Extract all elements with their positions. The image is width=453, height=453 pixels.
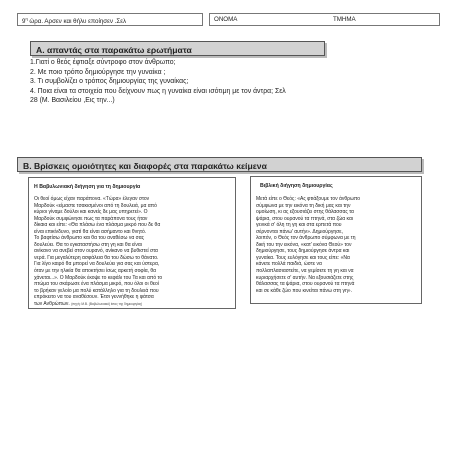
text-line: Για λίγο καιρό θα μπορεί να δουλεύει για σας και ύστερα, [34,261,160,268]
biblical-text-box [250,176,422,304]
question-item: 1.Γιατί ο θεός έφτιαξε σύντροφο στον άνθρωπο; [30,59,176,66]
text-line: επρόκειτο να του αναθέσουν. Έτσι γεννήθηκε η φάτσα [34,294,154,301]
text-line: είναι επικίνδυνο, γιατί θα είναι ασήμαντο και θνητό. [34,228,147,235]
question-item: 28 (Μ. Βασιλείου ,Εις την...) [30,97,115,105]
text-line: δική του την εικόνα, «κατ' εικόνα Θεού» τον [256,241,352,248]
text-line: το βρήκαν γελοίο μα πολύ κατάλληλο για τη δουλειά που [34,287,159,294]
biblical-text [256,196,416,294]
section-b-title: Β. Βρίσκεις ομοιότητες και διαφορές στα παρακάτω κείμενα [17,157,422,172]
text-line: δημιούργησε, τους δημιούργησε άντρα και [256,248,350,255]
text-line: γυναίκα. Τους ευλόγησε και τους είπε: «Να [256,254,350,261]
grade-number: 9 [22,18,26,26]
babylonian-text [34,196,230,307]
class-label: ΤΜΗΜΑ [333,16,356,23]
grade-header-box [17,13,203,26]
text-line: Το βαφτίσω άνθρωπο και θα του αναθέσω να σας [34,235,145,242]
question-item: 2. Με ποιο τρόπο δημιούργησε την γυναίκα ; [30,68,166,76]
grade-superscript: η [25,16,28,21]
text-line: Οι θεοί όμως είχαν παράπονα. «Τώρα» έλεγαν στον [34,196,150,202]
text-line: σύμφωνα με την εικόνα τη δική μας και την [256,202,351,209]
text-line: όταν με την ηλικία θα αποκτήσει ίσως αρκετή σοφία, θα [34,268,157,275]
babylonian-heading: Η Βαβυλωνιακή διήγηση για τη δημιουργία [34,184,141,190]
text-line: σέρνονται πάνω' αυτήν». Δημιούργησε, [256,228,343,235]
text-line: γενικά σ' όλη τη γη και στα ερπετά που [256,222,342,229]
text-line-end: των Ανθρώπων. [34,300,70,307]
question-list [30,58,440,106]
text-line: πτώμα του σκάρωσε ένα πλάσμα μικρό, που όλοι οι θεοί [34,281,159,288]
text-line: χάνεται...». Ο Μαρδούκ έκοψε το κεφάλι του Τα και από το [34,274,163,281]
text-line: νερά. Για μεγαλύτερη ασφάλεια θα του δώσω το θάνατο. [34,254,159,261]
question-item: 4. Ποια είναι τα στοιχεία που δείχνουν πως η γυναίκα είναι ισότιμη με τον άντρα; Σελ [30,87,286,95]
text-line: Μετά είπε ο Θεός: «Ας φτιάξουμε τον άνθρωπο [256,196,361,202]
text-line: λοιπόν, ο Θεός τον άνθρωπο σύμφωνα με τη [256,235,356,242]
text-line: κάνετε πολλά παιδιά, ώστε να [256,261,322,268]
text-line: θάλασσας τα ψάρια, στου ουρανού τα πτηνά [256,281,355,288]
name-label: ΟΝΟΜΑ [214,16,238,23]
question-item: 3. Τι συμβολίζει ο τρόπος δημιουργίας της γυναίκας; [30,78,189,86]
source-note: (πηγή: Μ.Β. (Βαβυλωνιακό) έπος της δημιουργίας) [71,301,143,306]
text-line: ομοίωση, κι ας εξουσιάζει στης θάλασσας τα [256,209,354,216]
text-line: Μαρδούκ «είμαστε τσακισμένοι από τη δουλειά, μα από [34,202,157,209]
text-line: δουλεύει. Θα το εγκαταστήσω στη γη και θα είναι [34,241,142,248]
babylonian-text-box [28,177,236,309]
text-line: Μαρδούκ συμφώνησε πως τα παράπονα τους ήταν [34,215,148,222]
text-line: δίκαια και είπε: «Θα πλάσω ένα πλάσμα μικρό που δε θα [34,222,161,229]
text-line: πολλαπλασιαστείτε, να γεμίσετε τη γη και να [256,268,354,275]
text-line: και σε κάθε ζώο που κινείται πάνω στη γη». [256,287,352,294]
grade-title: ώρα. Αρσεν και θήλυ εποίησεν .Σελ [27,18,127,26]
text-line: κύριοι γίναμε δούλοι και κανείς δε μας υπηρετεί». Ο [34,209,148,216]
text-line: κυριαρχήσετε σ' αυτήν. Να εξουσιάζετε στης [256,274,354,281]
biblical-heading: Βιβλική διήγηση δημιουργίας [260,183,333,189]
text-line: ανίκανο να ανεβεί στον ουρανό, ανίκανο να βυθιστεί στα [34,248,158,255]
text-line: ψάρια, στου ουρανού τα πτηνά, στα ζώα και [256,215,353,222]
text-line [34,301,230,308]
section-a-title: Α. απαντάς στα παρακάτω ερωτήματα [30,41,325,56]
student-info-box [209,13,440,26]
